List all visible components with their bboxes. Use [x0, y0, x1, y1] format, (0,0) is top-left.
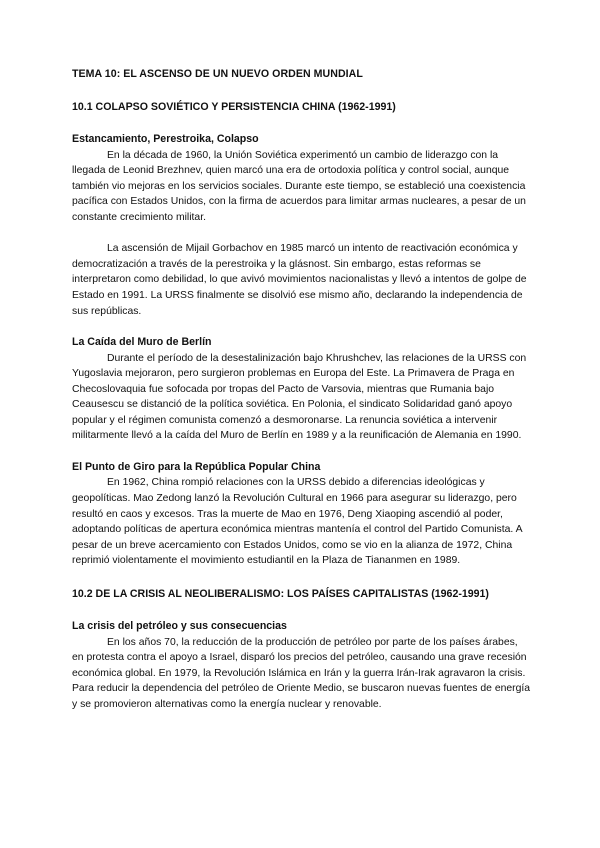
- subsection-title-estancamiento: Estancamiento, Perestroika, Colapso: [72, 133, 259, 145]
- paragraph: Durante el período de la desestalinización bajo Khrushchev, las relaciones de la URSS con Yugoslavia mejoraron, pero surgieron problemas en Europa del Este. La Primavera de Praga en Checoslovaquia fue sofocada por tropas del Pacto de Varsovia, mientras que Rumania bajo Ceausescu se distanció de la política soviética. En Polonia, el sindicato Solidaridad ganó apoyo popular y el régimen comunista comenzó a desmoronarse. La renuncia soviética a intervenir militarmente llevó a la caída del Muro de Berlín en 1989 y a la reunificación de Alemania en 1990.: [72, 352, 527, 442]
- paragraph: En la década de 1960, la Unión Soviética experimentó un cambio de liderazgo con la llegada de Leonid Brezhnev, quien marcó una era de ortodoxia política y control social, aunque también vio mejoras en los servicios sociales. Durante este tiempo, se estableció una coexistencia pacífica con Estados Unidos, con la firma de acuerdos para limitar armas nucleares, a pesar de un constante crecimiento militar.: [72, 149, 526, 223]
- paragraph: En los años 70, la reducción de la producción de petróleo por parte de los países árabes, en protesta contra el apoyo a Israel, disparó los precios del petróleo, causando una grave recesión económica global. En 1979, la Revolución Islámica en Irán y la guerra Irán-Irak agravaron la crisis. Para reducir la dependencia del petróleo de Oriente Medio, se buscaron nuevas fuentes de energía y se promovieron alternativas como la energía nuclear y renovable.: [72, 636, 531, 710]
- paragraph: En 1962, China rompió relaciones con la URSS debido a diferencias ideológicas y geopolíticas. Mao Zedong lanzó la Revolución Cultural en 1966 para asegurar su liderazgo, pero resultó en caos y excesos. Tras la muerte de Mao en 1976, Deng Xiaoping ascendió al poder, adoptando políticas de apertura económica mientras mantenía el control del Partido Comunista. A pesar de un breve acercamiento con Estados Unidos, como se vio en la alianza de 1972, China reprimió violentamente el movimiento estudiantil en la Plaza de Tiananmen en 1989.: [72, 477, 522, 567]
- section-title-10-2: 10.2 DE LA CRISIS AL NEOLIBERALISMO: LOS PAÍSES CAPITALISTAS (1962-1991): [72, 588, 489, 601]
- subsection-title-muro-berlin: La Caída del Muro de Berlín: [72, 335, 212, 348]
- document-title: TEMA 10: EL ASCENSO DE UN NUEVO ORDEN MUNDIAL: [72, 68, 363, 80]
- subsection-title-petroleo: La crisis del petróleo y sus consecuencias: [72, 620, 287, 633]
- section-title-10-1: 10.1 COLAPSO SOVIÉTICO Y PERSISTENCIA CHINA (1962-1991): [72, 101, 396, 113]
- document-page: [72, 66, 532, 713]
- subsection-title-china: El Punto de Giro para la República Popular China: [72, 460, 321, 473]
- paragraph: La ascensión de Mijail Gorbachov en 1985 marcó un intento de reactivación económica y democratización a través de la perestroika y la glásnost. Sin embargo, estas reformas se interpretaron como debilidad, lo que avivó movimientos nacionalistas y llevó a intentos de golpe de Estado en 1991. La URSS finalmente se disolvió ese mismo año, declarando la independencia de sus repúblicas.: [72, 243, 527, 317]
